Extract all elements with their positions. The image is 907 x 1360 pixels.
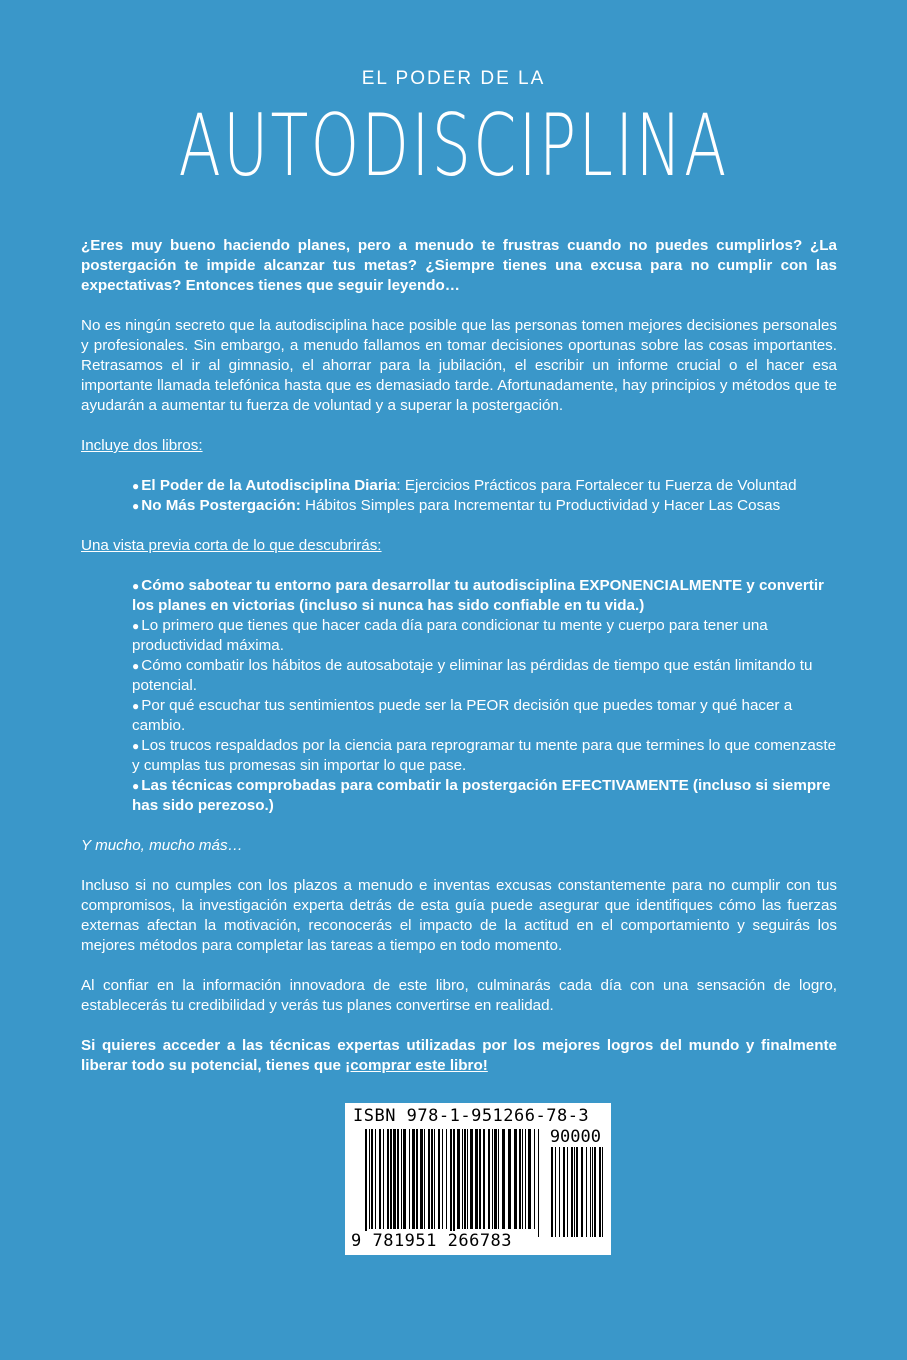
bullet-icon: ● bbox=[132, 739, 140, 753]
description-paragraph: No es ningún secreto que la autodisciplina hace posible que las personas tomen mejores decisiones personales y profesionales. Sin embargo, a menudo fallamos en tomar decisiones oportunas sobre las cosas importantes. Retrasamos el ir al gimnasio, el ahorrar para la jubilación, el escribir un informe crucial o el hacer esa importante llamada telefónica hasta que es demasiado tarde. Afortunadamente, hay principios y métodos que te ayudarán a aumentar tu fuerza de voluntad y a superar la postergación. bbox=[81, 317, 837, 414]
bullet-icon: ● bbox=[132, 479, 140, 493]
preview-list bbox=[81, 576, 837, 816]
book-subtitle: EL PODER DE LA bbox=[361, 68, 546, 89]
list-item bbox=[132, 656, 837, 696]
preview-label: Una vista previa corta de lo que descubrirás: bbox=[81, 537, 382, 554]
bullet-icon: ● bbox=[132, 779, 140, 793]
list-item bbox=[132, 616, 837, 656]
preview-item-text: Cómo sabotear tu entorno para desarrollar tu autodisciplina EXPONENCIALMENTE y convertir los planes en victorias (incluso si nunca has sido confiable en tu vida.) bbox=[132, 577, 824, 614]
list-item bbox=[132, 496, 837, 516]
isbn-barcode bbox=[345, 1103, 611, 1255]
list-item bbox=[132, 776, 837, 816]
books-list bbox=[81, 476, 837, 516]
intro-paragraph: ¿Eres muy bueno haciendo planes, pero a menudo te frustras cuando no puedes cumplirlos? ¿La postergación te impide alcanzar tus metas? ¿Siempre tienes una excusa para no cumplir con las expectativas? Entonces tienes que seguir leyendo… bbox=[81, 237, 837, 294]
bullet-icon: ● bbox=[132, 659, 140, 673]
buy-link: ¡comprar este libro! bbox=[345, 1057, 488, 1074]
bullet-icon: ● bbox=[132, 499, 140, 513]
closing-paragraph: Al confiar en la información innovadora de este libro, culminarás cada día con una sensación de logro, establecerás tu credibilidad y verás tus planes convertirse en realidad. bbox=[81, 977, 837, 1014]
book-title-2: No Más Postergación: bbox=[141, 497, 301, 514]
book-desc-2: Hábitos Simples para Incrementar tu Productividad y Hacer Las Cosas bbox=[300, 497, 781, 514]
isbn-number: ISBN 978-1-951266-78-3 bbox=[353, 1106, 590, 1126]
preview-item-text: Las técnicas comprobadas para combatir la postergación EFECTIVAMENTE (incluso si siempre has sido perezoso.) bbox=[132, 777, 831, 814]
preview-item-text: Lo primero que tienes que hacer cada día para condicionar tu mente y cuerpo para tener una productividad máxima. bbox=[132, 617, 768, 654]
preview-item-text: Los trucos respaldados por la ciencia para reprogramar tu mente para que termines lo que comenzaste y cumplas tus promesas sin importar lo que pase. bbox=[132, 737, 837, 774]
body-paragraph: Incluso si no cumples con los plazos a menudo e inventas excusas constantemente para no cumplir con tus compromisos, la investigación experta detrás de esta guía puede asegurar que identifiques cómo las fuerzas externas afectan la motivación, reconocerás el impacto de la actitud en el comportamiento y seguirás los mejores métodos para completar las tareas a tiempo en todo momento. bbox=[81, 877, 837, 954]
call-to-action bbox=[81, 1036, 837, 1076]
book-desc-1: : Ejercicios Prácticos para Fortalecer tu Fuerza de Voluntad bbox=[396, 477, 797, 494]
books-label: Incluye dos libros: bbox=[81, 437, 203, 454]
list-item bbox=[132, 576, 837, 616]
ean-number: 9 781951 266783 bbox=[351, 1231, 513, 1251]
cta-text: Si quieres acceder a las técnicas expertas utilizadas por los mejores logros del mundo y finalmente liberar todo su potencial, tienes que bbox=[81, 1037, 837, 1074]
preview-item-text: Por qué escuchar tus sentimientos puede ser la PEOR decisión que puedes tomar y qué hacer a cambio. bbox=[132, 697, 793, 734]
cover-header bbox=[0, 68, 907, 194]
list-item bbox=[132, 696, 837, 736]
price-addon: 90000 bbox=[549, 1127, 601, 1147]
list-item bbox=[132, 736, 837, 776]
bullet-icon: ● bbox=[132, 579, 140, 593]
bullet-icon: ● bbox=[132, 699, 140, 713]
more-text: Y mucho, mucho más… bbox=[81, 837, 243, 854]
preview-item-text: Cómo combatir los hábitos de autosabotaje y eliminar las pérdidas de tiempo que están limitando tu potencial. bbox=[132, 657, 813, 694]
bullet-icon: ● bbox=[132, 619, 140, 633]
back-cover-text bbox=[81, 236, 837, 1076]
book-title: AUTODISCIPLINA bbox=[178, 96, 729, 196]
book-title-1: El Poder de la Autodisciplina Diaria bbox=[141, 477, 397, 494]
list-item bbox=[132, 476, 837, 496]
